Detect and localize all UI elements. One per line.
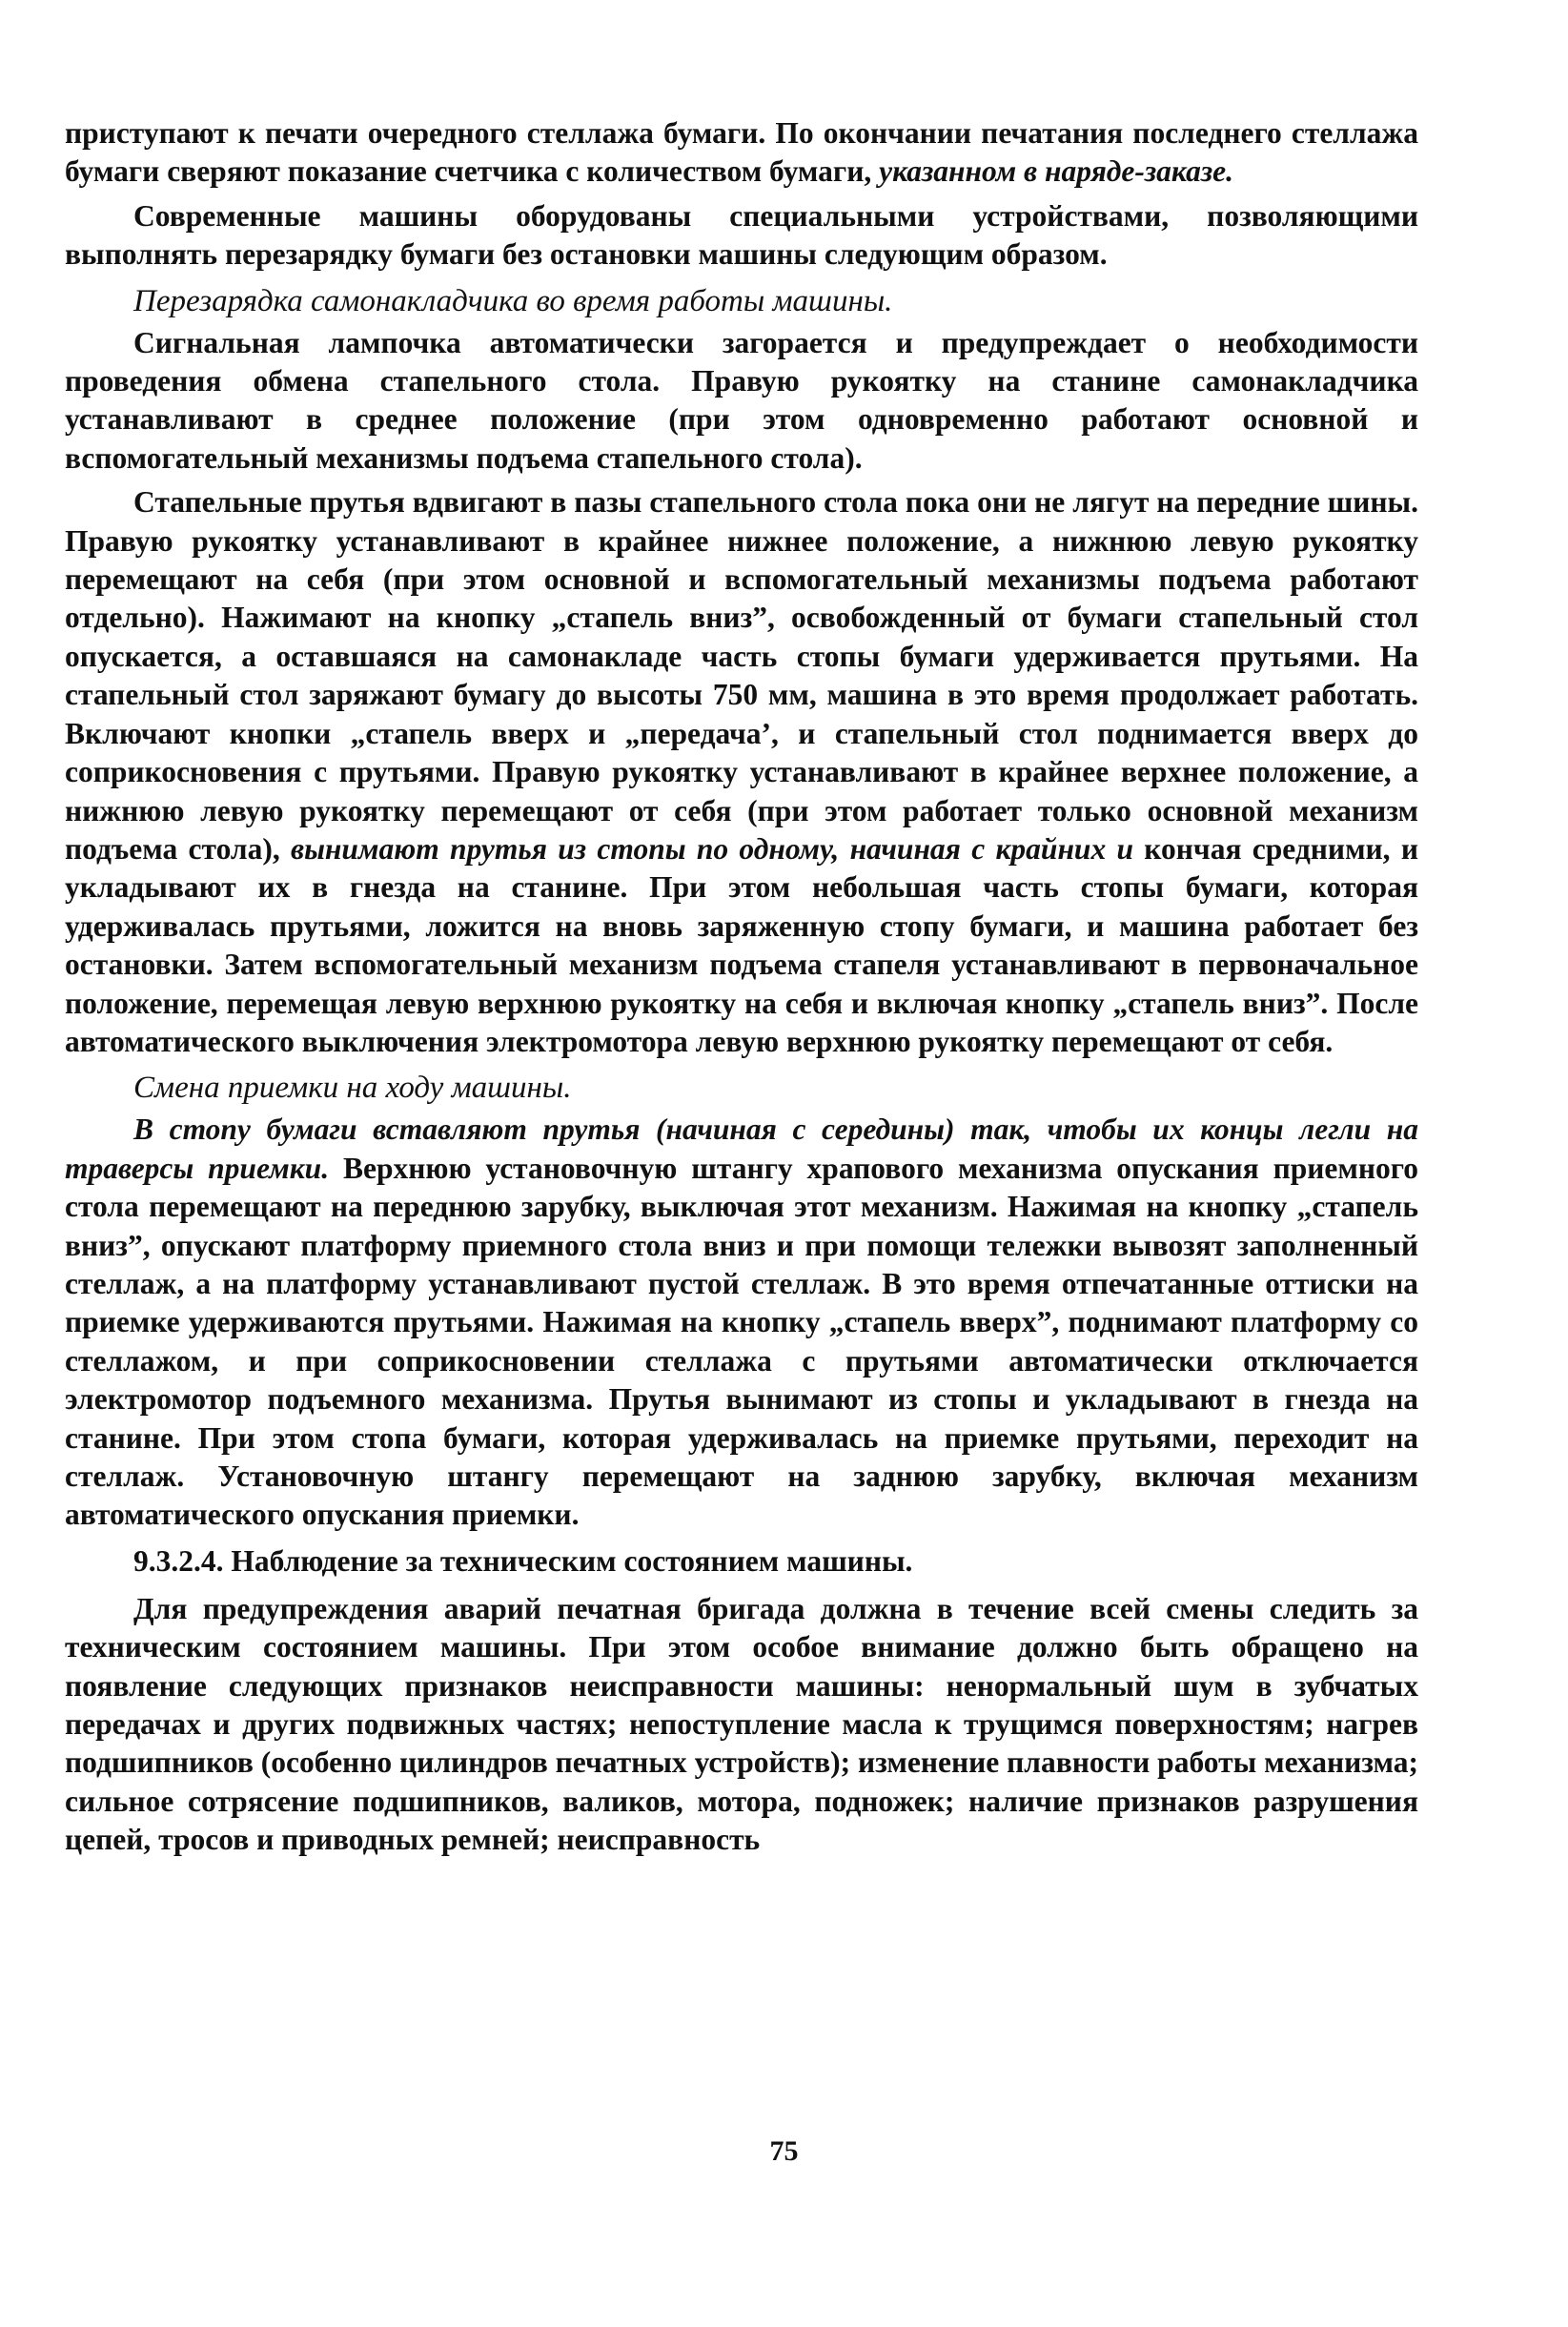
paragraph-signal-lamp: Сигнальная лампочка автоматически загорается и предупреждает о необходимости проведения обмена стапельного стола. Правую рукоятку на станине самонакладчика устанавливают в среднее положение (при этом одновременно работают основной и вспомогательный механизмы подъема стапельного стола).: [65, 325, 1418, 475]
subheading-delivery-change: Смена приемки на ходу машины.: [133, 1071, 572, 1106]
subheading-reloading-feeder: Перезарядка самонакладчика во время работы машины.: [133, 283, 893, 318]
paragraph-modern-machines: Современные машины оборудованы специальными устройствами, позволяющими выполнять перезарядку бумаги без остановки машины следующим образом.: [65, 198, 1418, 272]
paragraph-delivery-change: [65, 1111, 1418, 1534]
paragraph-text: приступают к печати очередного стеллажа бумаги. По окончании печатания последнего стеллажа бумаги сверяют показание счетчика с количеством бумаги,: [65, 116, 1418, 189]
page-body: [65, 114, 1418, 1860]
paragraph-text: Верхнюю установочную штангу храпового механизма опускания приемного стола перемещают на переднюю зарубку, выключая этот механизм. Нажимая на кнопку „стапель вниз”, опускают платформу приемного стола вниз и при помощи тележки вывозят заполненный стеллаж, а на платформу устанавливают пустой стеллаж. В это время отпечатанные оттиски на приемке удерживаются прутьями. Нажимая на кнопку „стапель вверх”, поднимают платформу со стеллажом, и при соприкосновении стеллажа с прутьями автоматически отключается электромотор подъемного механизма. Прутья вынимают из стопы и укладывают в гнезда на станине. При этом стопа бумаги, которая удерживалась на приемке прутьями, переходит на стеллаж. Установочную штангу перемещают на заднюю зарубку, включая механизм автоматического опускания приемки.: [65, 1151, 1418, 1532]
paragraph-text: кончая средними, и укладывают их в гнезда на станине. При этом небольшая часть стопы бумаги, которая удерживалась прутьями, ложится на вновь заряженную стопу бумаги, и машина работает без остановки. Затем вспомогательный механизм подъема стапеля устанавливают в первоначальное положение, перемещая левую верхнюю рукоятку на себя и включая кнопку „стапель вниз”. После автоматического выключения электромотора левую верхнюю рукоятку перемещают от себя.: [65, 831, 1418, 1058]
page-number: 75: [769, 2135, 799, 2167]
paragraph-italic-text: В стопу бумаги вставляют прутья (начиная с середины) так, чтобы их концы легли на траверсы приемки.: [65, 1112, 1418, 1185]
paragraph-pile-rods: [65, 483, 1418, 1061]
paragraph-technical-condition: Для предупреждения аварий печатная бригада должна в течение всей смены следить за техническим состоянием машины. При этом особое внимание должно быть обращено на появление следующих признаков неисправности машины: ненормальный шум в зубчатых передачах и других подвижных частях; непоступление масла к трущимся поверхностям; нагрев подшипников (особенно цилиндров печатных устройств); изменение плавности работы механизма; сильное сотрясение подшипников, валиков, мотора, подножек; наличие признаков разрушения цепей, тросов и приводных ремней; неисправность: [65, 1591, 1418, 1857]
section-heading: 9.3.2.4. Наблюдение за техническим состоянием машины.: [133, 1543, 913, 1578]
paragraph-continuation: [65, 114, 1418, 192]
paragraph-italic-text: вынимают прутья из стопы по одному, начиная с крайних и: [291, 831, 1134, 866]
paragraph-text: Стапельные прутья вдвигают в пазы стапельного стола пока они не лягут на передние шины. Правую рукоятку устанавливают в крайнее нижнее положение, а нижнюю левую рукоятку перемещают на себя (при этом основной и вспомогательный механизмы подъема работают отдельно). Нажимают на кнопку „стапель вниз”, освобожденный от бумаги стапельный стол опускается, а оставшаяся на самонакладе часть стопы бумаги удерживается прутьями. На стапельный стол заряжают бумагу до высоты 750 мм, машина в это время продолжает работать. Включают кнопки „стапель вверх и „передача’, и стапельный стол поднимается вверх до соприкосновения с прутьями. Правую рукоятку устанавливают в крайнее верхнее положение, а нижнюю левую рукоятку перемещают от себя (при этом работает только основной механизм подъема стола),: [65, 485, 1418, 866]
paragraph-italic-text: указанном в наряде-заказе.: [879, 154, 1234, 189]
